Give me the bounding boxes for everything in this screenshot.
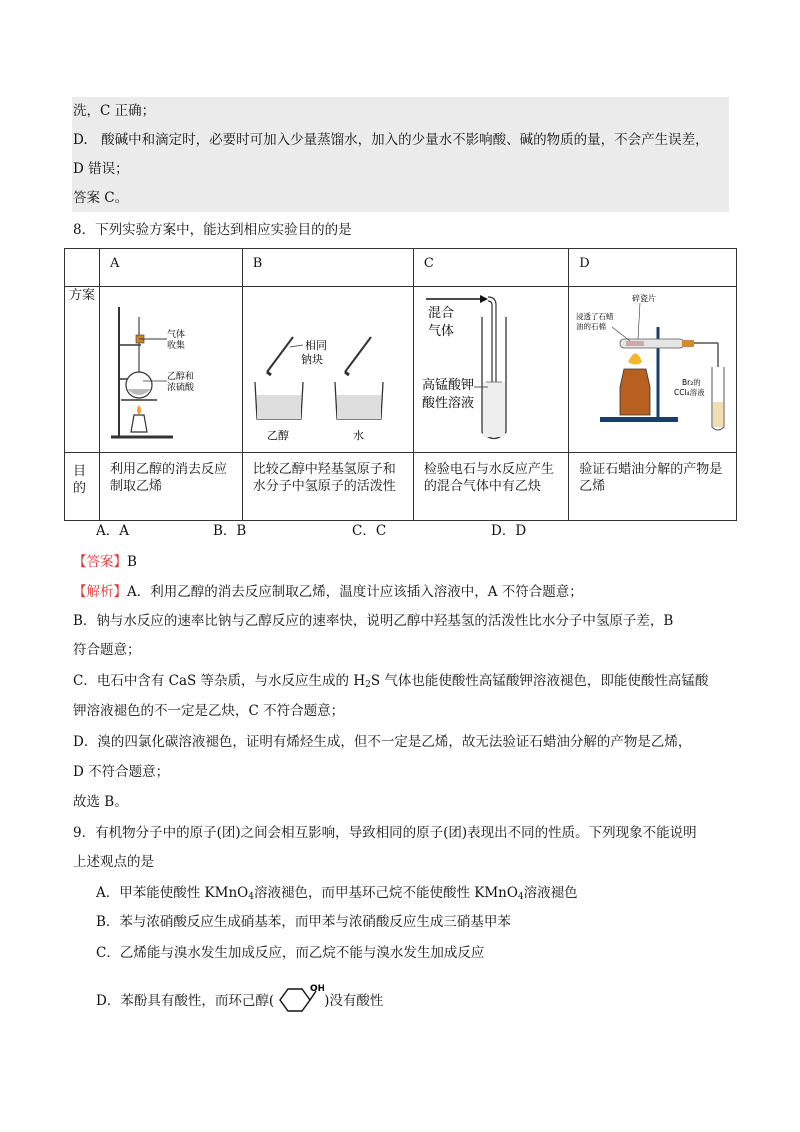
figure-c-apparatus	[416, 287, 566, 447]
q8-analysis-2: B．钠与水反应的速率比钠与乙醇反应的速率快，说明乙醇中羟基氢的活泼性比水分子中氢原子差，B	[73, 613, 674, 629]
q9-stem-2: 上述观点的是	[73, 854, 154, 870]
q8-purpose-row	[65, 453, 737, 521]
q8-option-c: C．C	[352, 523, 387, 539]
q8-table	[64, 248, 737, 521]
q8-analysis-7: D 不符合题意；	[73, 764, 170, 780]
q8-scheme-row	[65, 287, 737, 453]
q8-scheme-label: 方案	[65, 287, 100, 453]
q8-purpose-c: 检验电石与水反应产生的混合气体中有乙炔	[413, 453, 568, 521]
prev-line-2: D. 酸碱中和滴定时，必要时可加入少量蒸馏水，加入的少量水不影响酸、碱的物质的量，不会产生误差，	[73, 132, 709, 148]
q8-header-empty	[65, 249, 100, 287]
figure-a-reagent-label: 乙醇和浓硫酸	[166, 372, 194, 393]
figure-b-apparatus	[245, 287, 410, 447]
q8-header-d: D	[569, 249, 737, 287]
q8-option-b: B．B	[213, 523, 247, 539]
q8-purpose-b: 比较乙醇中羟基氢原子和水分子中氢原子的活泼性	[242, 453, 413, 521]
prev-line-1: 洗，C 正确；	[73, 103, 156, 119]
q8-analysis-6: D．溴的四氯化碳溶液褪色，证明有烯烃生成，但不一定是乙烯，故无法验证石蜡油分解的产物是乙烯，	[73, 734, 692, 750]
q8-analysis-1: 【解析】A．利用乙醇的消去反应制取乙烯，温度计应该插入溶液中，A 不符合题意；	[73, 584, 583, 600]
figure-b-ethanol-label: 乙醇	[267, 429, 290, 442]
prev-line-4: 答案 C。	[73, 190, 129, 206]
q8-purpose-a: 利用乙醇的消去反应制取乙烯	[100, 453, 243, 521]
q8-option-d: D．D	[491, 523, 527, 539]
figure-c-gas-label: 混合气体	[428, 306, 455, 339]
figure-d-bromine-label: Br₂的 CCl₄溶液	[674, 378, 705, 397]
figure-b-water-label: 水	[353, 429, 365, 442]
q8-header-a: A	[100, 249, 243, 287]
q8-analysis-8: 故选 B。	[73, 794, 128, 810]
q8-stem: 8．下列实验方案中，能达到相应实验目的的是	[73, 222, 352, 238]
q8-analysis-5: 钾溶液褪色的不一定是乙炔，C 不符合题意；	[73, 703, 345, 719]
figure-d-wax-label: 浸透了石蜡油的石棉	[576, 312, 614, 331]
q9-option-d: D．苯酚具有酸性，而环己醇( OH )没有酸性	[96, 983, 751, 1015]
q9-stem-1: 9．有机物分子中的原子(团)之间会相互影响，导致相同的原子(团)表现出不同的性质。下列现象不能说明	[73, 825, 697, 841]
figure-b-cell	[242, 287, 413, 453]
q8-purpose-d: 验证石蜡油分解的产物是乙烯	[569, 453, 737, 521]
figure-a-gas-label: 气体收集	[166, 330, 185, 351]
figure-d-apparatus	[570, 287, 735, 447]
prev-line-3: D 错误；	[73, 161, 129, 177]
q8-analysis-3: 符合题意；	[73, 642, 141, 658]
q9-option-a: A．甲苯能使酸性 KMnO$_4$溶液褪色，而甲基环己烷不能使酸性 KMnO$_4$溶液褪色	[96, 885, 578, 902]
q9-option-b: B．苯与浓硝酸反应生成硝基苯，而甲苯与浓硝酸反应生成三硝基甲苯	[96, 914, 511, 930]
q8-analysis-4: C．电石中含有 CaS 等杂质，与水反应生成的 $H_2S$ 气体也能使酸性高锰酸钾溶液褪色，即能使酸性高锰酸	[73, 673, 709, 690]
figure-c-cell	[413, 287, 568, 453]
q8-header-b: B	[242, 249, 413, 287]
q8-option-a: A．A	[96, 523, 129, 539]
q8-answer: 【答案】B	[73, 554, 137, 570]
q8-header-c: C	[413, 249, 568, 287]
figure-d-cell	[569, 287, 737, 453]
cyclohexanol-structure-icon	[274, 983, 324, 1015]
q8-header-row	[65, 249, 737, 287]
q8-purpose-label: 目的	[65, 453, 100, 521]
figure-d-porcelain-label: 碎瓷片	[632, 294, 657, 303]
figure-a-cell	[100, 287, 243, 453]
figure-c-solution-label: 高锰酸钾酸性溶液	[422, 378, 475, 411]
figure-a-apparatus	[101, 287, 241, 447]
analysis-label: 【解析】	[73, 584, 127, 600]
figure-b-sodium-label: 相同钠块	[301, 339, 328, 366]
q9-option-c: C．乙烯能与溴水发生加成反应，而乙烷不能与溴水发生加成反应	[96, 945, 485, 961]
answer-label: 【答案】	[73, 554, 127, 570]
svg-text:OH: OH	[310, 984, 325, 994]
